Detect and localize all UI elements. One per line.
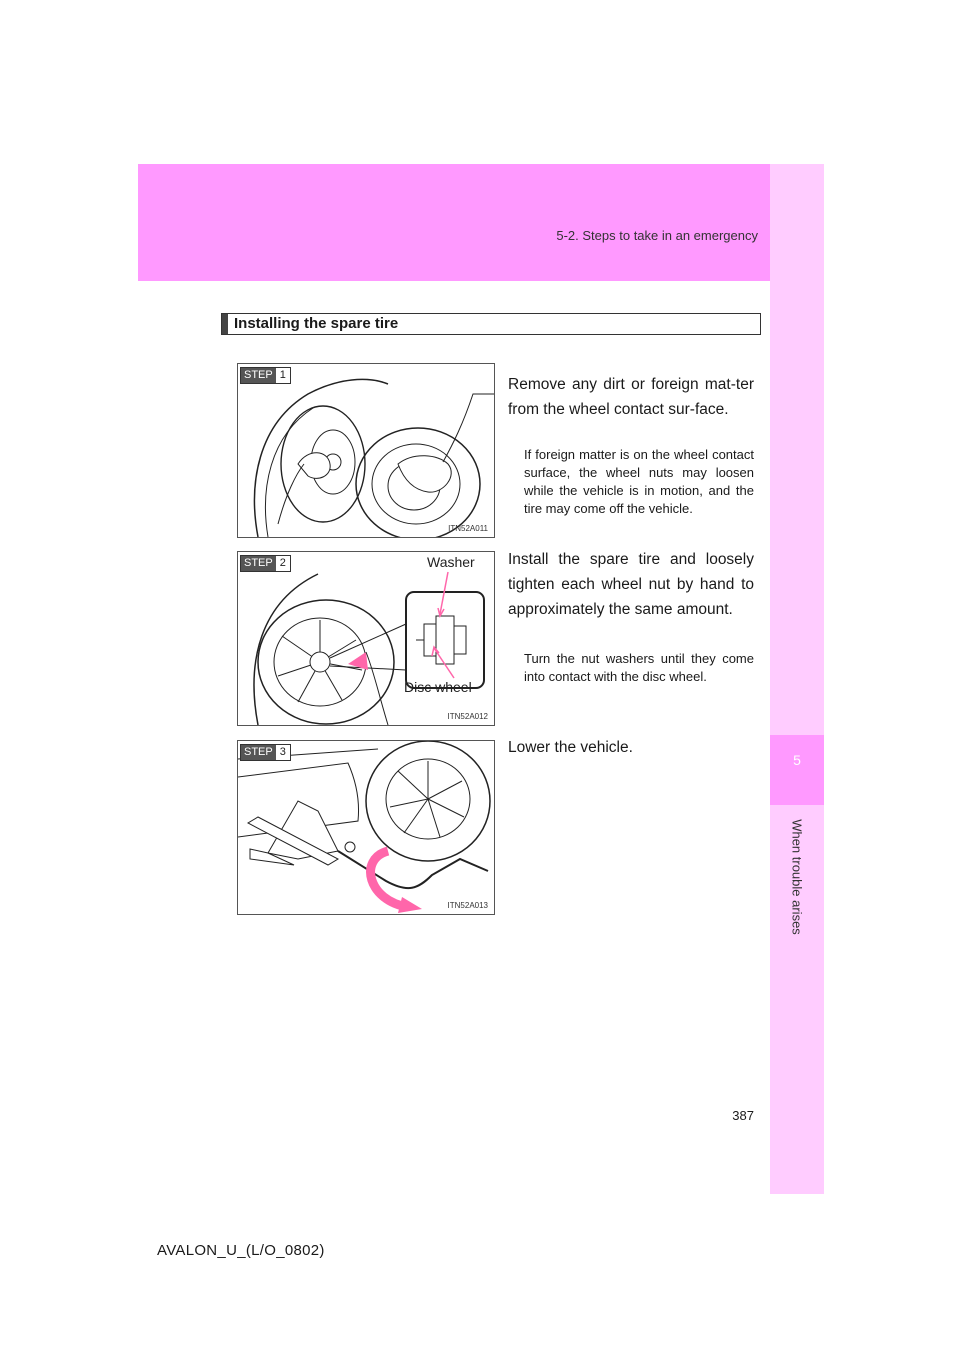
footer-code: AVALON_U_(L/O_0802) xyxy=(157,1242,325,1259)
step-number: 1 xyxy=(276,368,290,383)
step-number: 2 xyxy=(276,556,290,571)
figure-code: ITN52A012 xyxy=(447,712,488,721)
step-1-label xyxy=(240,367,291,384)
step-1-instruction: Remove any dirt or foreign mat-ter from the wheel contact sur-face. xyxy=(508,376,754,418)
step-3-label xyxy=(240,744,291,761)
side-tab-label-box xyxy=(770,810,824,945)
step-2-note: Turn the nut washers until they come into contact with the disc wheel. xyxy=(524,651,754,684)
step-3-illustration xyxy=(238,741,494,914)
side-tab-label: When trouble arises xyxy=(789,819,805,935)
step-2-label xyxy=(240,555,291,572)
step-1-figure xyxy=(237,363,495,538)
section-title: Installing the spare tire xyxy=(234,315,399,332)
step-2-illustration xyxy=(238,552,494,725)
side-tab-number: 5 xyxy=(770,735,824,805)
figure-code: ITN52A011 xyxy=(448,524,488,533)
section-marker xyxy=(222,314,228,334)
figure-code: ITN52A013 xyxy=(447,901,488,910)
page-number: 387 xyxy=(732,1108,754,1123)
step-2-figure xyxy=(237,551,495,726)
step-2-instruction: Install the spare tire and loosely tighten each wheel nut by hand to approximately the same amount. xyxy=(508,551,754,618)
side-tab xyxy=(770,164,824,1194)
step-number: 3 xyxy=(276,745,290,760)
step-3-figure xyxy=(237,740,495,915)
section-heading xyxy=(221,313,761,335)
step-word: STEP xyxy=(241,745,276,760)
header-band xyxy=(138,164,824,281)
step-3-instruction: Lower the vehicle. xyxy=(508,739,633,756)
callout-disc-wheel: Disc wheel xyxy=(404,679,472,695)
header-section-title: 5-2. Steps to take in an emergency xyxy=(556,228,758,243)
step-word: STEP xyxy=(241,368,276,383)
callout-washer: Washer xyxy=(427,554,475,570)
step-1-note: If foreign matter is on the wheel contact surface, the wheel nuts may loosen while the vehicle is in motion, and the tire may come off the vehicle. xyxy=(524,447,754,516)
step-1-illustration xyxy=(238,364,494,537)
step-word: STEP xyxy=(241,556,276,571)
